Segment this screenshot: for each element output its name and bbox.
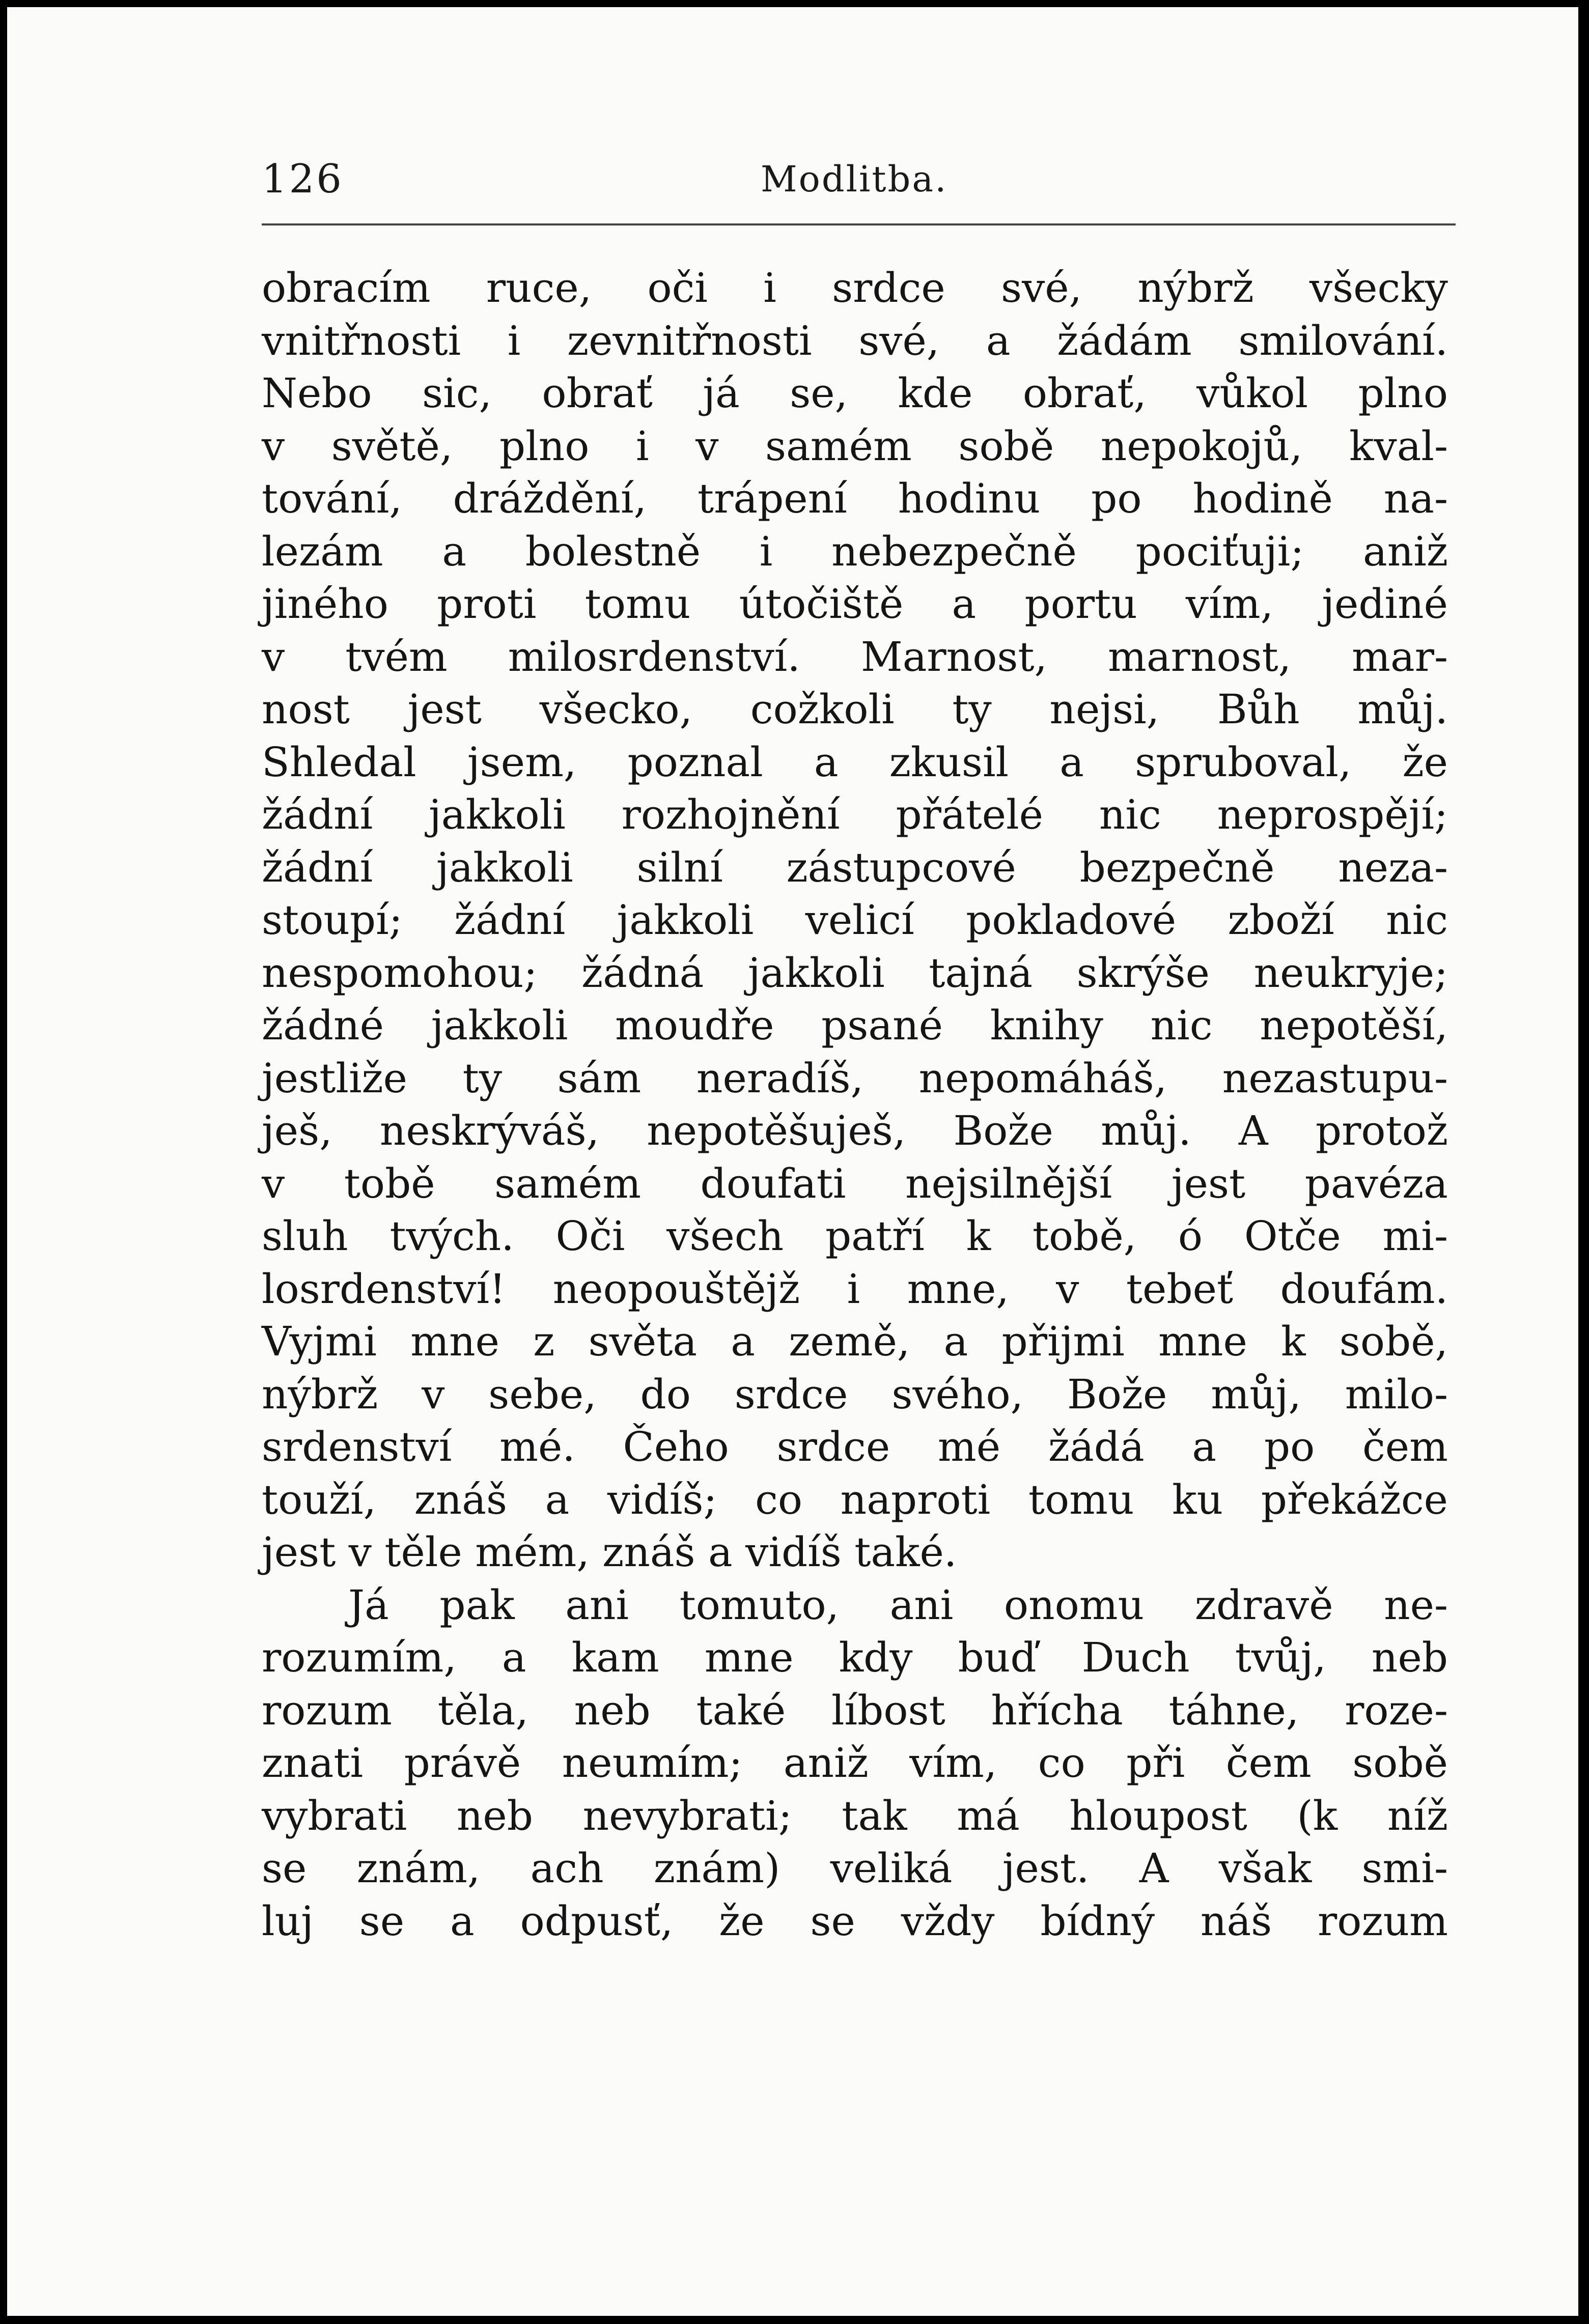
text-line: rozumím, a kam mne kdy buď Duch tvůj, neb (262, 1634, 1448, 1681)
text-line: rozum těla, neb také líbost hřícha táhne, roze- (262, 1686, 1448, 1734)
text-line: obracím ruce, oči i srdce své, nýbrž všecky (262, 264, 1448, 311)
text-line: nost jest všecko, cožkoli ty nejsi, Bůh můj. (262, 686, 1448, 733)
page-header (262, 151, 1458, 222)
text-line: Shledal jsem, poznal a zkusil a spruboval, že (262, 738, 1448, 786)
text-line: losrdenství! neopouštějž i mne, v tebeť doufám. (262, 1265, 1448, 1313)
text-line: sluh tvých. Oči všech patří k tobě, ó Otče mi- (262, 1212, 1448, 1260)
text-line: stoupí; žádní jakkoli velicí pokladové zboží nic (262, 896, 1448, 944)
text-line: jest v těle mém, znáš a vidíš také. (262, 1528, 957, 1576)
body-text (262, 262, 1448, 1947)
text-line: tování, dráždění, trápení hodinu po hodině na- (262, 475, 1448, 522)
text-line: v světě, plno i v samém sobě nepokojů, kval- (262, 422, 1448, 470)
running-title: Modlitba. (761, 158, 948, 200)
page-number: 126 (262, 156, 344, 202)
text-line: Já pak ani tomuto, ani onomu zdravě ne- (348, 1581, 1448, 1629)
text-line: žádné jakkoli moudře psané knihy nic nepotěší, (262, 1002, 1448, 1049)
text-line: jiného proti tomu útočiště a portu vím, jediné (262, 580, 1448, 628)
text-line: Nebo sic, obrať já se, kde obrať, vůkol plno (262, 370, 1448, 417)
text-line: žádní jakkoli silní zástupcové bezpečně neza- (262, 843, 1448, 891)
book-page (7, 7, 1578, 2316)
text-line: ješ, neskrýváš, nepotěšuješ, Bože můj. A protož (262, 1107, 1448, 1154)
text-line: znati právě neumím; aniž vím, co při čem sobě (262, 1739, 1448, 1787)
text-line: v tobě samém doufati nejsilnější jest pavéza (262, 1159, 1448, 1207)
text-line: lezám a bolestně i nebezpečně pociťuji; aniž (262, 527, 1448, 575)
header-rule (262, 223, 1456, 225)
text-line: v tvém milosrdenství. Marnost, marnost, mar- (262, 633, 1448, 681)
text-line: touží, znáš a vidíš; co naproti tomu ku překážce (262, 1476, 1448, 1523)
text-line: vnitřnosti i zevnitřnosti své, a žádám smilování. (262, 317, 1448, 364)
text-line: žádní jakkoli rozhojnění přátelé nic neprospějí; (262, 791, 1448, 838)
text-line: jestliže ty sám neradíš, nepomáháš, nezastupu- (262, 1054, 1448, 1102)
text-line: se znám, ach znám) veliká jest. A však smi- (262, 1845, 1448, 1892)
text-line: Vyjmi mne z světa a země, a přijmi mne k sobě, (262, 1318, 1448, 1365)
text-line: srdenství mé. Čeho srdce mé žádá a po čem (262, 1423, 1448, 1470)
text-line: nýbrž v sebe, do srdce svého, Bože můj, milo- (262, 1370, 1448, 1418)
text-line: vybrati neb nevybrati; tak má hloupost (k níž (262, 1792, 1448, 1839)
text-line: luj se a odpusť, že se vždy bídný náš rozum (262, 1897, 1448, 1945)
text-line: nespomohou; žádná jakkoli tajná skrýše neukryje; (262, 949, 1448, 997)
